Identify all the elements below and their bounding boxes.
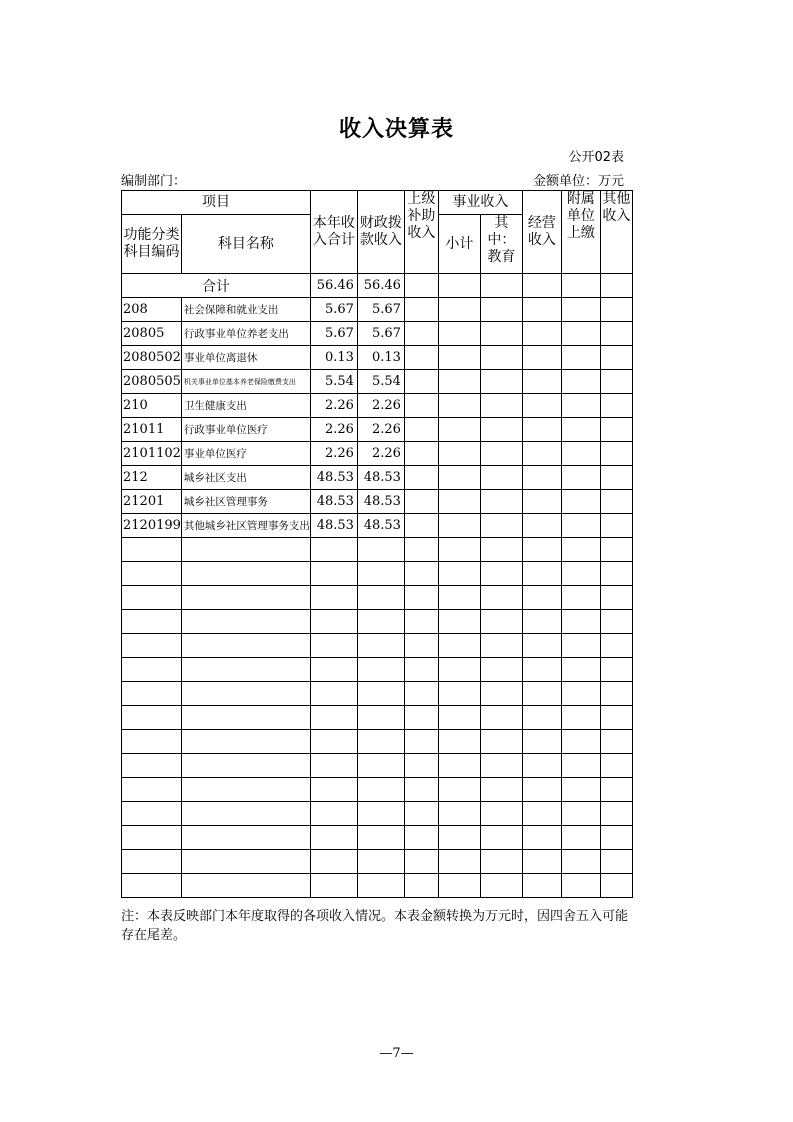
table-row [122,346,633,370]
row-name: 行政事业单位医疗 [181,418,310,442]
table-row [122,370,633,394]
row-fiscal: 5.54 [357,370,404,394]
empty-row [122,802,633,826]
empty-row [122,706,633,730]
empty-row [122,826,633,850]
total-row [122,274,633,298]
row-fiscal: 0.13 [357,346,404,370]
empty-row [122,850,633,874]
row-name: 城乡社区管理事务 [181,490,310,514]
row-name: 机关事业单位基本养老保险缴费支出 [181,370,310,394]
row-annual: 2.26 [310,418,357,442]
row-code: 20805 [122,322,182,346]
empty-row [122,562,633,586]
income-table [121,190,633,898]
empty-row [122,778,633,802]
table-row [122,514,633,538]
unit-label: 金额单位：万元 [532,174,624,189]
row-name: 其他城乡社区管理事务支出 [181,514,310,538]
row-fiscal: 2.26 [357,442,404,466]
row-fiscal: 48.53 [357,490,404,514]
page-number: —7— [379,1046,414,1061]
page-title: 收入决算表 [338,117,454,142]
row-name: 事业单位离退休 [181,346,310,370]
header-func-code: 功能分类科目编码 [122,215,182,274]
row-name: 社会保障和就业支出 [181,298,310,322]
table-row [122,442,633,466]
row-code: 2080502 [122,346,182,370]
empty-row [122,610,633,634]
row-fiscal: 5.67 [357,322,404,346]
row-fiscal: 2.26 [357,418,404,442]
header-annual-total: 本年收入合计 [310,191,357,274]
row-fiscal: 48.53 [357,466,404,490]
empty-row [122,634,633,658]
header-subject-name: 科目名称 [181,215,310,274]
table-row [122,418,633,442]
empty-row [122,754,633,778]
row-code: 2120199 [122,514,182,538]
row-annual: 2.26 [310,394,357,418]
row-annual: 5.54 [310,370,357,394]
row-code: 21201 [122,490,182,514]
header-row-1 [122,191,633,215]
empty-row [122,658,633,682]
table-row [122,298,633,322]
table-note: 注：本表反映部门本年度取得的各项收入情况。本表金额转换为万元时，因四舍五入可能存在尾差。 [121,909,629,943]
row-name: 城乡社区支出 [181,466,310,490]
empty-row [122,538,633,562]
total-fiscal: 56.46 [357,274,404,298]
row-annual: 48.53 [310,466,357,490]
row-annual: 48.53 [310,514,357,538]
row-code: 208 [122,298,182,322]
table-row [122,490,633,514]
row-fiscal: 5.67 [357,298,404,322]
row-fiscal: 2.26 [357,394,404,418]
header-item: 项目 [122,191,311,215]
row-annual: 0.13 [310,346,357,370]
empty-row [122,874,633,898]
header-subtotal: 小计 [438,215,480,274]
form-number: 公开02表 [568,150,624,165]
row-annual: 2.26 [310,442,357,466]
total-annual: 56.46 [310,274,357,298]
table-row [122,322,633,346]
table-row [122,394,633,418]
empty-row [122,730,633,754]
row-name: 事业单位医疗 [181,442,310,466]
row-fiscal: 48.53 [357,514,404,538]
total-label: 合计 [122,274,311,298]
row-code: 2080505 [122,370,182,394]
empty-row [122,586,633,610]
empty-row [122,682,633,706]
row-annual: 48.53 [310,490,357,514]
row-annual: 5.67 [310,322,357,346]
table-row [122,466,633,490]
header-operating: 经营收入 [522,191,561,274]
header-business-income: 事业收入 [438,191,522,215]
header-affiliated: 附属单位上缴 [561,191,600,274]
row-code: 212 [122,466,182,490]
row-code: 21011 [122,418,182,442]
department-label: 编制部门： [121,174,187,189]
header-education: 其中：教育 [480,215,522,274]
header-fiscal: 财政拨款收入 [357,191,404,274]
row-name: 行政事业单位养老支出 [181,322,310,346]
header-other: 其他收入 [600,191,632,274]
row-annual: 5.67 [310,298,357,322]
header-higher-subsidy: 上级补助收入 [404,191,438,274]
row-name: 卫生健康支出 [181,394,310,418]
row-code: 210 [122,394,182,418]
row-code: 2101102 [122,442,182,466]
